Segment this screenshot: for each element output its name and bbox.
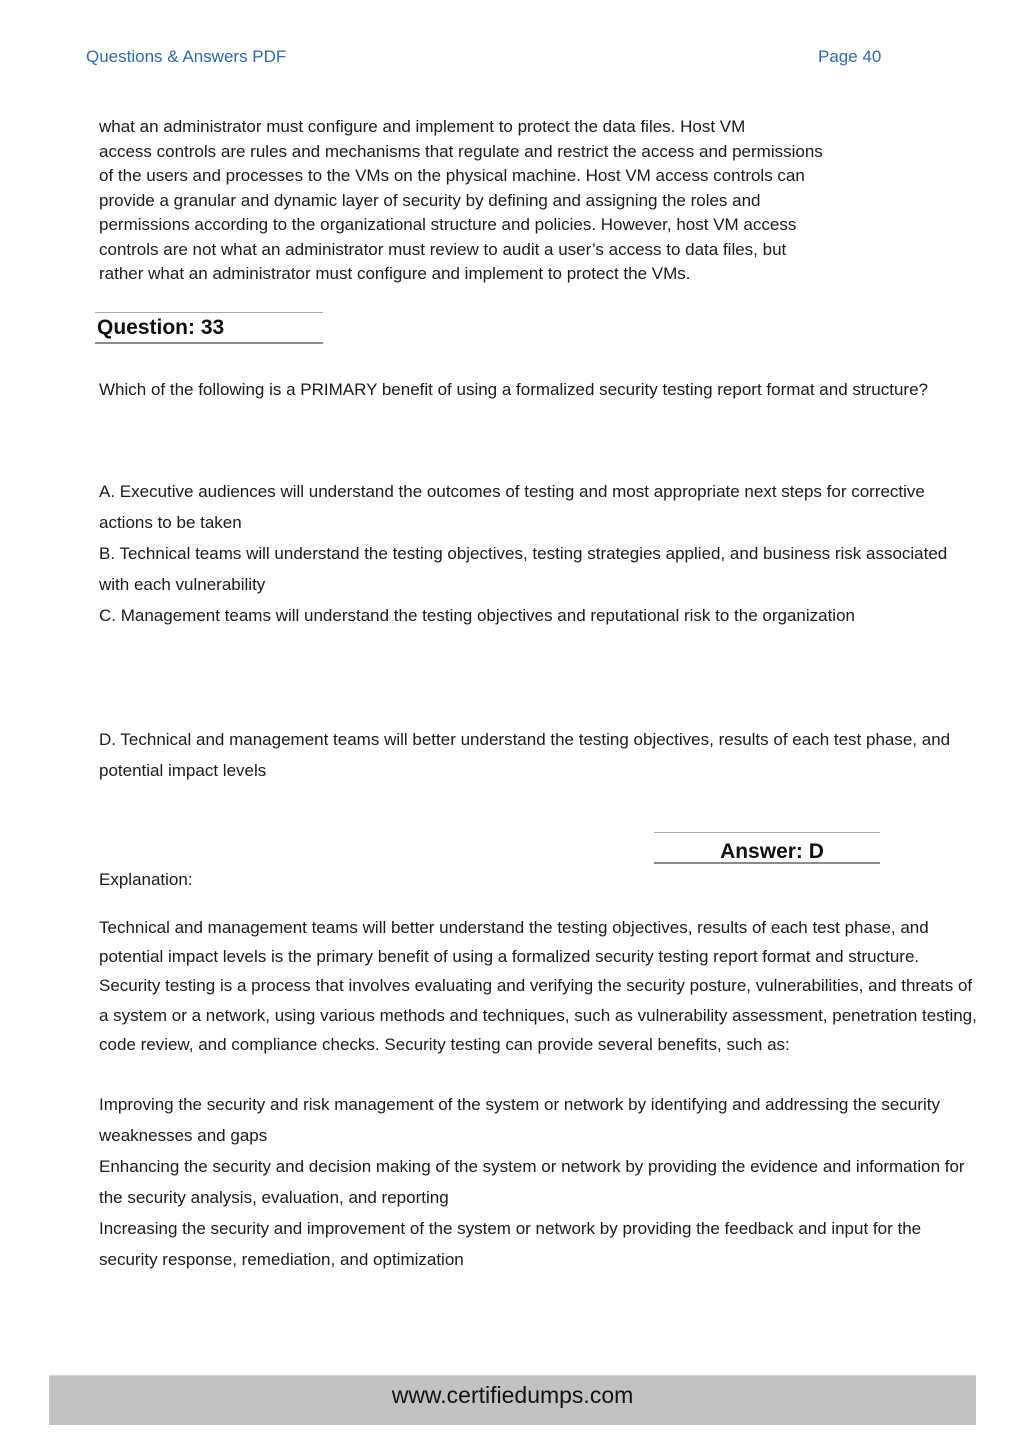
question-text: Which of the following is a PRIMARY benefit of using a formalized security testing report format and structure? [99,380,928,399]
benefit-item: Increasing the security and improvement of the system or network by providing the feedback and input for the security response, remediation, and optimization [99,1219,922,1269]
header-title: Questions & Answers PDF [86,47,287,66]
footer-bar [49,1375,976,1425]
benefits-list [99,1089,979,1275]
option-a: A. Executive audiences will understand the outcomes of testing and most appropriate next steps for corrective actions to be taken [99,482,925,532]
page-number: Page 40 [818,47,882,66]
answer-options [99,476,979,631]
question-heading: Question: 33 [95,312,323,344]
answer-label: Answer: D [720,840,824,863]
intro-line: provide a granular and dynamic layer of security by defining and assigning the roles and [99,190,761,210]
option-d: D. Technical and management teams will better understand the testing objectives, results of each test phase, and potential impact levels [99,730,951,780]
intro-line: rather what an administrator must configure and implement to protect the VMs. [99,264,691,283]
explanation-body: Technical and management teams will better understand the testing objectives, results of each test phase, and potential impact levels is the primary benefit of using a formalized security testing report format and structure. Security testing is a process that involves evaluating and verifying the security posture, vulnerabilities, and threats of a system or a network, using various methods and techniques, such as vulnerability assessment, penetration testing, code review, and compliance checks. Security testing can provide several benefits, such as: [99,918,977,1054]
intro-line: what an administrator must configure and implement to protect the data files. Host VM [99,117,746,136]
intro-line: access controls are rules and mechanisms that regulate and restrict the access and permissions [99,141,823,161]
footer-url[interactable]: www.certifiedumps.com [391,1382,634,1408]
intro-line: controls are not what an administrator must review to audit a user’s access to data files, but [99,239,787,259]
benefit-item: Enhancing the security and decision making of the system or network by providing the evidence and information for the security analysis, evaluation, and reporting [99,1157,965,1207]
intro-text [99,115,919,287]
intro-line: permissions according to the organizational structure and policies. However, host VM access [99,215,797,234]
benefit-item: Improving the security and risk management of the system or network by identifying and addressing the security weaknesses and gaps [99,1095,940,1145]
intro-line: of the users and processes to the VMs on the physical machine. Host VM access controls can [99,166,805,185]
option-c: C. Management teams will understand the testing objectives and reputational risk to the organization [99,606,855,625]
option-b: B. Technical teams will understand the testing objectives, testing strategies applied, and business risk associated with each vulnerability [99,544,948,594]
explanation-label: Explanation: [99,870,193,889]
answer-box [654,832,880,864]
